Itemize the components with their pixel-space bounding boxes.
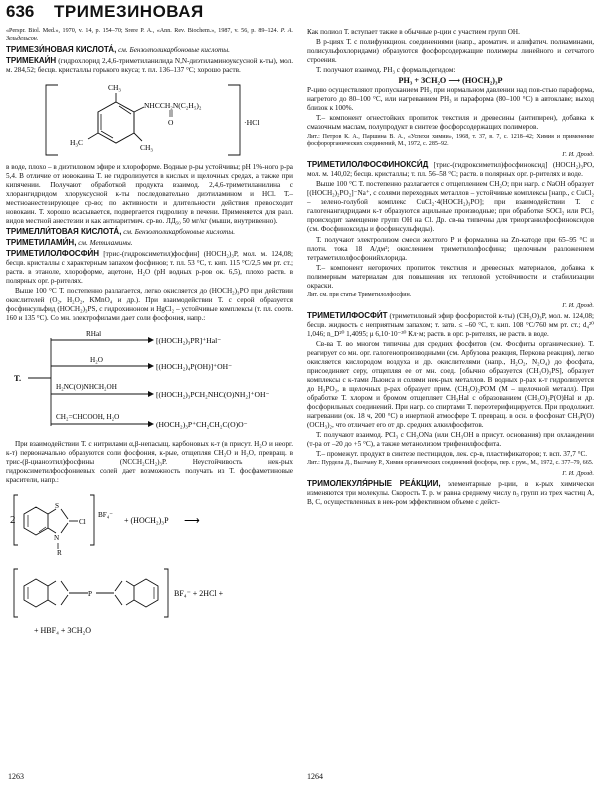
footer-right-number: 1264 bbox=[307, 772, 323, 781]
right-column bbox=[307, 28, 594, 508]
trimethylolphosphine-properties: Выше 100 °С Т. постепенно разлагается, легко окисляется до (HOCH₂)₃PO при действии окислителей (O₂, H₂O₂, KMnO₄ и др.). При взаимодействии Т. с серой образуется фосфинсульфид (HOCH₂)₃PS, с гидрохиноном и HgCl₂ – устойчивые комплексы (т. пл. соотв. 160 и 135 °С). Со мн. электрофилами дает соли фосфония, напр.: bbox=[6, 287, 293, 323]
hcl-label: ·HCl bbox=[244, 117, 260, 127]
author-2: Г. И. Дрозд. bbox=[562, 301, 594, 309]
oxide-preparation: Т. получают электролизом смеси желтого Р и формалина на Zn-катоде при 65–95 °С и плотн. тока 18 А/дм²; окислением триметилолфосфина; щелочным разложением тетраметилолфосфонийхлорида. bbox=[307, 235, 594, 262]
applications-text: Т.– компонент огнестойких пропиток текстиля и древесины (антипирен), добавка к смазочным маслам, полупродукт в синтезе фосфорсодержащих полимеров. bbox=[307, 114, 594, 132]
ch3-left-label: H₃C bbox=[70, 137, 84, 147]
reaction-conditions: Р-цию осуществляют пропусканием PH₃ при нормальном давлении над пов-стью параформа, нагретого до 80–100 °С, или нагреванием PH₃ и параформа (80–100 °С) в автоклаве; выход близок к 100%. bbox=[307, 86, 594, 113]
dye-synthesis-scheme bbox=[6, 487, 293, 637]
ch3-top-label: CH₃ bbox=[108, 82, 122, 92]
synthesis-equation: PH₃ + 3CH₂O ⟶ (HOCH₂)₃P bbox=[398, 76, 503, 86]
product-1: [(HOCH₂)₃PR]⁺Hal⁻ bbox=[156, 335, 222, 345]
product-4: (HOCH₂)₃P⁺CH₂CH₂C(O)O⁻ bbox=[156, 419, 248, 429]
oxide-applications: Т.– компонент негорючих пропиток текстиля и древесных материалов, добавка к полимерным материалам для повышения их тепловой устойчивости и стабилизации окраски. bbox=[307, 263, 594, 290]
tetrafluoroborate-label: BF₄⁻ bbox=[98, 510, 114, 519]
entry-trimecaine: ТРИМЕКАИ́Н (гидрохлорид 2,4,6-триметиланилида N,N-диэтиламиноуксусной к-ты), мол. м. 284,52; бесцв. кристаллы горького вкуса; т. пл. 136–137 °С; хорошо раств. bbox=[6, 55, 293, 74]
phosphite-properties: Св-ва Т. во многом типичны для средних фосфитов (см. Фосфиты органические). Т. реагирует со мн. орг. галогенопроизводными (см. Арбузова реакция, Перкова реакция), легко окисляется кислородом воздуха и др. окислителями (напр., H₂O₂, N₂O₄) до фосфата, присоединяет серу, отщепляя ее от мн. соед. [обычно образуется (CH₃O)₃PS], образует комплексы с к-тами Льюиса и солями нек-рых металлов. В водных р-рах к-т гидролизуется до H₃PO₃, в щелочных р-рах образует прим. (CH₃O)₂POM (М – щелочной металл). При обработке Т. хлором и бромом отщепляет CH₃Hal с образованием (CH₃O)₂P(O)Hal и др. фосфорильных соединений. При нагр. со спиртами Т. переэтерифицируется. При продолжит. нагревании (ок. 18 ч, 200 °С) в инертной атмосфере Т. превращ. в осн. в фосфонат CH₃P(O)(OCH₃)₂, что отличает его от др. средних алкилфосфитов. bbox=[307, 339, 594, 430]
literature-2: Лит. см. при статье Триметилолфосфин. bbox=[307, 291, 412, 298]
literature-1: Лит.: Петров К. А., Паршина В. А., «Успехи химии», 1968, т. 37, в. 7, с. 1218–42; Химия и применение фосфорорганических соединений, М., 1972, с. 285–92. bbox=[307, 133, 594, 148]
entry-trimesic-acid: ТРИМЕЗИ́НОВАЯ КИСЛОТА́, см. Бензолполикарбоновые кислоты. bbox=[6, 44, 230, 54]
water-reagent: H₂O bbox=[90, 355, 103, 364]
entry-trimethylolphosphine: ТРИМЕТИЛОЛФОСФИ́Н [трис-(гидроксиметил)фосфин] (HOCH₂)₃P, мол. м. 124,08; бесцв. кристаллы с характерным запахом фосфинов; т. пл. 53 °С, т. кип. 115 °С/2,5 мм рт. ст.; раств. в этаноле, хлороформе, ацетоне, Н₂О (рН водных р-ров ок. 6,5), плохо раств. в полярных орг. р-рителях. bbox=[6, 249, 294, 286]
sulfur-label: S bbox=[55, 501, 59, 510]
phosphonium-reaction-scheme bbox=[6, 326, 293, 438]
reaction-arrow: ⟶ bbox=[184, 514, 200, 527]
acrylic-reagent: CH₂=CHCOOH, H₂O bbox=[56, 412, 120, 421]
ch3-bottom-label: CH₃ bbox=[140, 142, 154, 152]
reference-text: «Perspr. Biol. Med.», 1970, v. 14, p. 154–70; Srere P. A., «Ann. Rev. Biochem.», 1987, v. 56, p. 89–124. Р. А. Зельдельсон. bbox=[6, 28, 293, 42]
polyol-text: Как полиол Т. вступает также в обычные р-ции с участием групп ОН. bbox=[307, 28, 520, 36]
coefficient: 2 bbox=[10, 513, 16, 526]
chlorine-label: Cl bbox=[79, 517, 86, 526]
author-3: Г. И. Дрозд. bbox=[562, 470, 594, 478]
phosphite-preparation: Т. получают взаимод. PCl₃ с CH₃ONa (или CH₃OH в присут. основания) при охлаждении (т-ра от –20 до +5 °С), а также метанолизом трифенилфосфита. bbox=[307, 431, 594, 449]
page-header bbox=[6, 2, 594, 24]
page-number: 636 bbox=[6, 2, 35, 21]
polyfunctional-text: В р-циях Т. с полифункцион. соединениями (напр., ароматич. и алифатич. полиаминами, полисульфохлоридами) образуются фосфорсодержащие полимеры линейного и сетчатого строения. bbox=[307, 38, 594, 65]
phosphine-reagent: + (HOCH₂)₃P bbox=[124, 515, 169, 525]
product-3: [(HOCH₂)₃PCH₂NHC(O)NH₂]⁺OH⁻ bbox=[156, 389, 270, 399]
amide-chain-label: NHCCH₂N(C₂H₅)₂ bbox=[144, 100, 202, 110]
rhal-reagent: RHal bbox=[86, 329, 102, 338]
t-reactant-label: T. bbox=[14, 372, 22, 383]
trimecaine-description: в воде, плохо – в диэтиловом эфире и хлороформе. Водные р-ры устойчивы; рН 1%-ного р-ра 5,4. В отличие от новокаина Т. не гидролизуется в кислых и щелочных средах, а также при кипячении. Получают обработкой продукта взаимод. 2,4,6-триметиланилина с хлорангидридом хлоруксусной к-ты последовательно диэтиламином и HCl. Т.– местноанестезирующее ср-во; по активности и длительности действия превосходит новокаин. Т. хорошо всасывается, подвергается гидролизу в печени. Применяется для разл. видов местной анестезии и как антиаритмич. ср-во. ЛД₅₀ 50 мг/кг (мыши, внутривенно). bbox=[6, 162, 293, 226]
urea-reagent: H₂NC(O)NHCH₂OH bbox=[56, 382, 117, 391]
byproducts-label: + HBF₄ + 3CH₂O bbox=[34, 625, 92, 635]
nitrogen-label: N bbox=[54, 533, 60, 542]
left-column bbox=[6, 28, 293, 639]
trimecaine-structure bbox=[6, 77, 293, 161]
entry-trimellitic-acid: ТРИМЕЛЛИ́ТОВАЯ КИСЛОТА́, см. Бензолполикарбоновые кислоты. bbox=[6, 227, 236, 237]
carbonyl-oxygen-label: O bbox=[168, 117, 174, 127]
r-substituent-label: R bbox=[57, 548, 62, 557]
oxide-properties: Выше 100 °С Т. постепенно разлагается с отщеплением CH₂O; при нагр. с NaOH образует [(HOCH₂)₂PO₂]⁻Na⁺, с солями переходных металлов – устойчивые комплексы [напр., с CuCl₂ – зелено-голубой комплекс CuCl₂·4(HOCH₂)₃PO]; при взаимодействии Т. с галогенангидридами к-т образуются ацильные производные; при обработке SOCl₂ или PCl₅ происходит замещение групп ОН на Cl. Др. св-ва типичны для триорганилфосфиноксидов (см. Фосфиноксиды и фосфинсульфиды). bbox=[307, 180, 594, 234]
phosphite-uses: Т.– промежут. продукт в синтезе пестицидов, лек. ср-в, пластификаторов; т. всп. 37,7 °С. bbox=[316, 450, 588, 459]
entry-trimethylolphosphine-oxide: ТРИМЕТИЛОЛФОСФИНОКСИ́Д [трис-(гидроксиметил)фосфиноксид] (HOCH₂)₃PO, мол. м. 140,02; бесцв. кристаллы; т. пл. 56–58 °С; раств. в полярных орг. р-рителях и воде. bbox=[307, 160, 594, 179]
entry-termolecular-reactions: ТРИМОЛЕКУЛЯ́РНЫЕ РЕА́КЦИИ, элементарные р-ции, в к-рых химически изменяются три молекулы. Скорость Т. р. w равна среднему числу n₃ групп из трех частиц A, B, C, осуществленных в нек-ром эффективном объеме с дейст- bbox=[307, 479, 594, 507]
synthesis-intro: Т. получают взаимод. PH₃ с формальдегидом: bbox=[316, 66, 456, 75]
product-2: [(HOCH₂)₄P(OH)]⁺OH⁻ bbox=[156, 361, 233, 371]
entry-trimethylamine: ТРИМЕТИЛАМИ́Н, см. Метиламины. bbox=[6, 238, 133, 248]
nitrile-reaction-text: При взаимодействии Т. с нитрилами α,β-непасыщ. карбоновых к-т (в присут. H₂O и неорг. к-т) первоначально образуются соли фосфония, к-рые, отщепляя CH₂O и H₂O, превращ. в трис-(β-цианоэтил)фосфины (NCCH₂CH₂)₃P. Неустойчивость нек-рых гидроксиметилфосфониевых солей дает возможность получать из Т. фосфаметиновые красители, напр.: bbox=[6, 439, 293, 484]
footer-left-number: 1263 bbox=[8, 772, 24, 781]
entry-trimethyl-phosphite: ТРИМЕТИЛФОСФИ́Т (триметиловый эфир фосфористой к-ты) (CH₃O)₃P, мол. м. 124,08; бесцв. жидкость с неприятным запахом; т. затв. ≤ –60 °С, т. кип. 108 °С/760 мм рт. ст.; d₄²⁰ 1,046; n_D²⁰ 1,4095; μ 6,10·10⁻³⁰ Кл·м; раств. в орг. р-рителях, не раств. в воде. bbox=[307, 310, 594, 338]
phosphorus-label: P bbox=[88, 589, 92, 598]
products-label: BF₄⁻ + 2HCl + bbox=[174, 588, 224, 598]
author-1: Г. И. Дрозд. bbox=[562, 151, 594, 159]
literature-3: Лит.: Пурдела Д., Вылчану Р., Химия органических соединений фосфора, пер. с рум., М., 1972, с. 377–79, 665. bbox=[307, 460, 594, 467]
running-title: ТРИМЕЗИНОВАЯ bbox=[54, 2, 204, 21]
